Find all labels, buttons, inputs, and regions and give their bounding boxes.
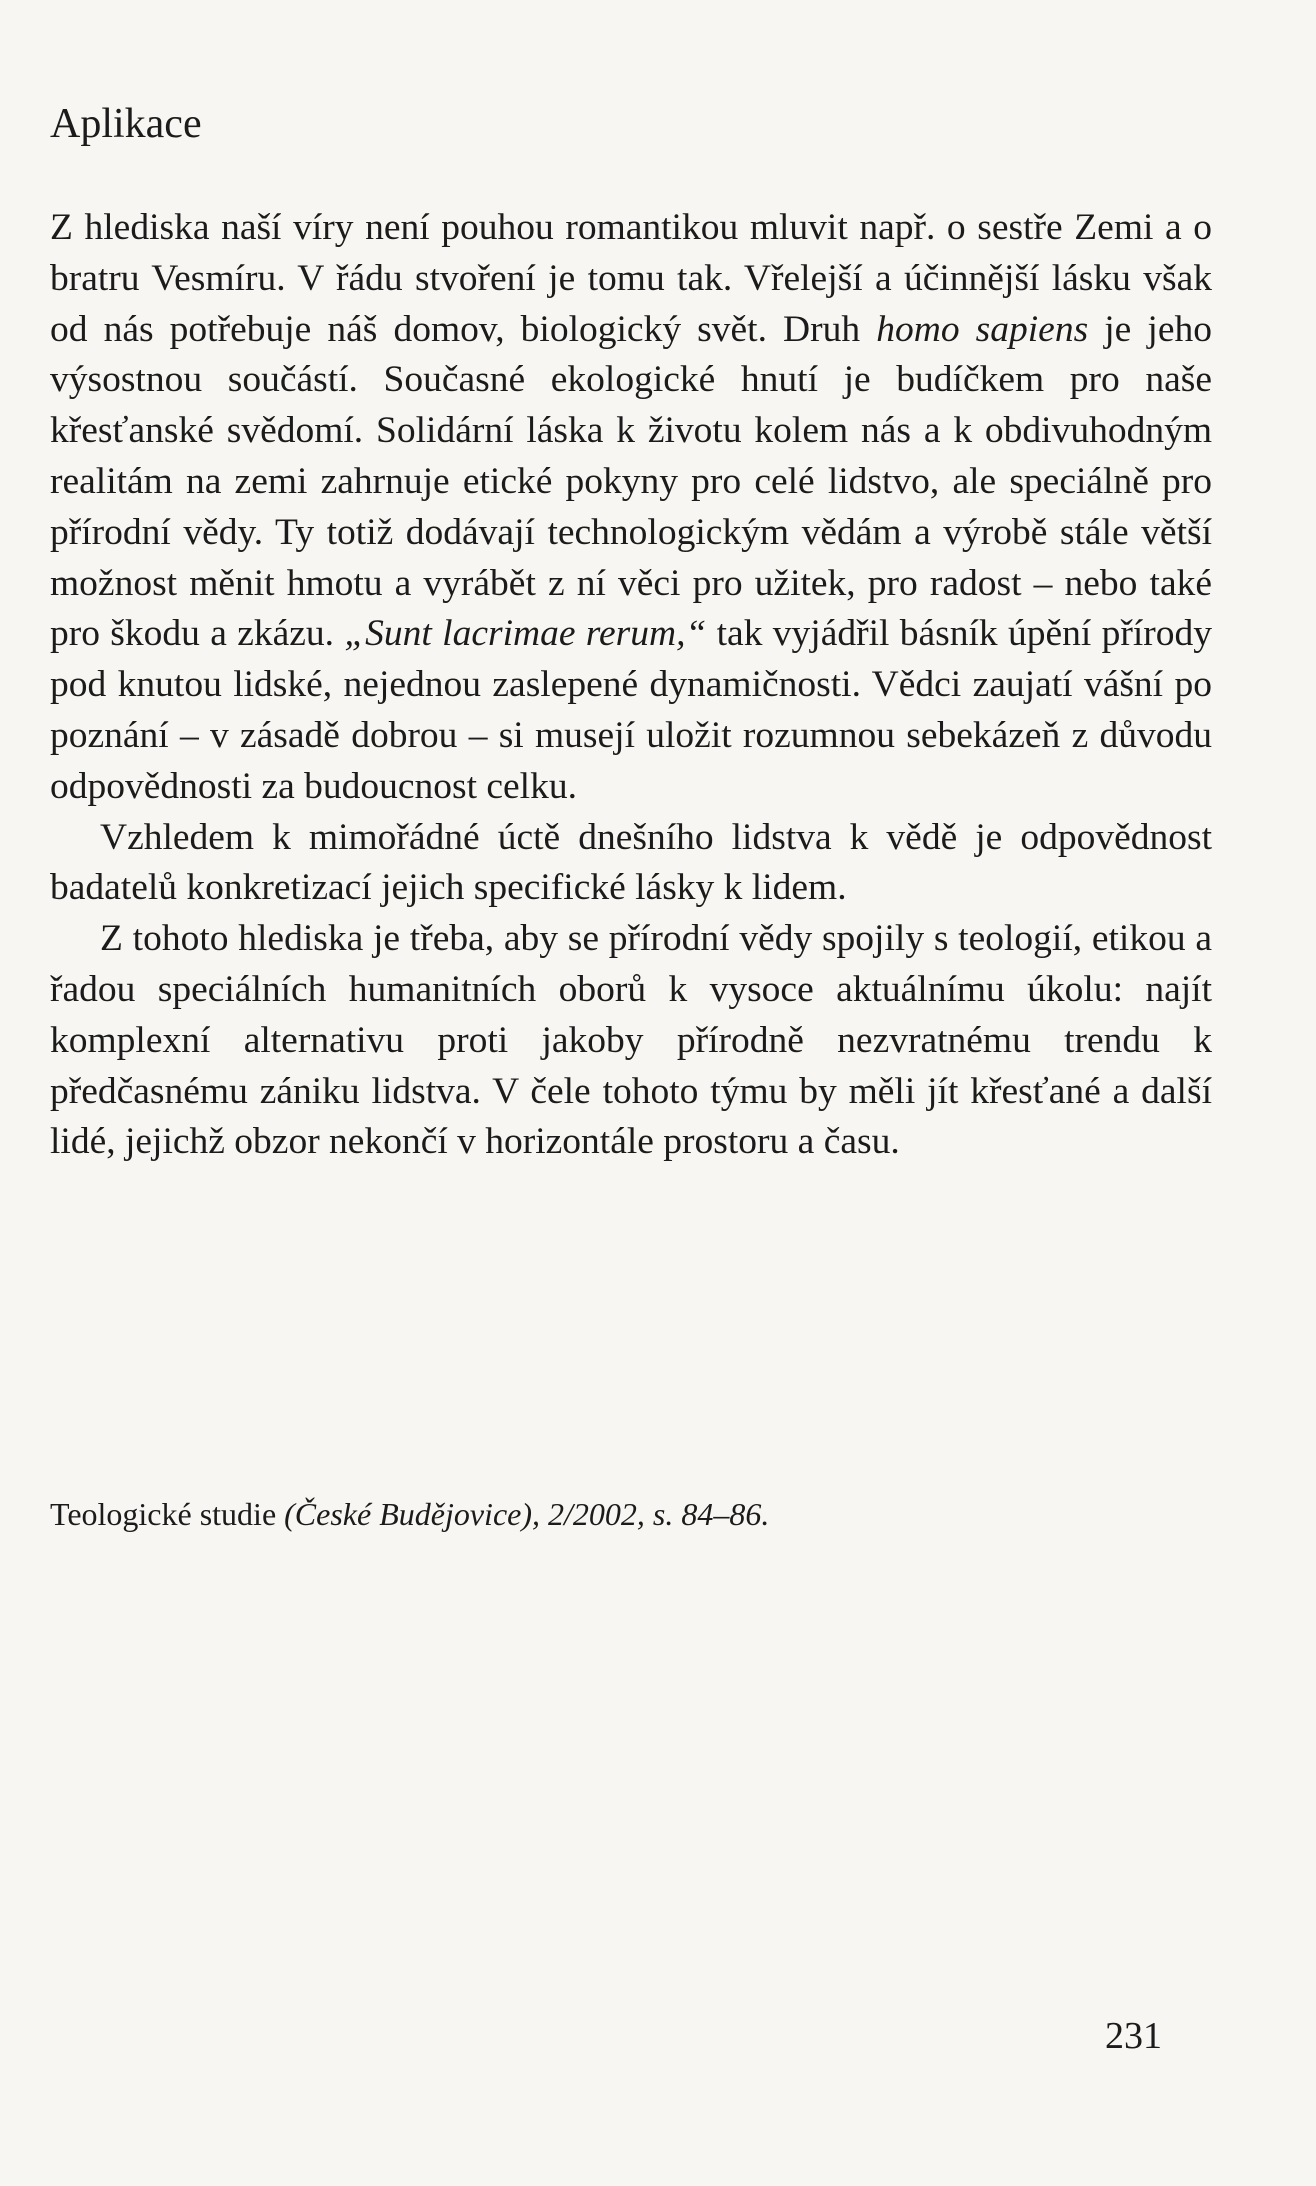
section-heading: Aplikace bbox=[50, 101, 202, 147]
source-journal: Teologické studie bbox=[50, 1496, 277, 1532]
paragraph-1-text-b: je jeho výsostnou součástí. Současné ekologické hnutí je budíčkem pro naše křesťanské svědomí. Solidární láska k životu kolem nás a k obdivuhodným realitám na zemi zahrnuje etické pokyny pro celé lidstvo, ale speciálně pro přírodní vědy. Ty totiž dodávají technologickým vědám a výrobě stále větší možnost měnit hmotu a vyrábět z ní věci pro užitek, pro radost – nebo také pro škodu a zkázu. bbox=[50, 308, 1212, 655]
source-citation bbox=[50, 1492, 769, 1536]
paragraph-1-italic-b: „Sunt lacrimae rerum,“ bbox=[344, 613, 707, 655]
body-text bbox=[50, 203, 1212, 1168]
page-number: 231 bbox=[1105, 2015, 1162, 2057]
paragraph-2: Vzhledem k mimořádné úctě dnešního lidstva k vědě je odpovědnost badatelů konkretizací jejich specifické lásky k lidem. bbox=[50, 816, 1212, 909]
paragraph-3: Z tohoto hlediska je třeba, aby se přírodní vědy spojily s teologií, etikou a řadou speciálních humanitních oborů k vysoce aktuálnímu úkolu: najít komplexní alternativu proti jakoby přírodně nezvratnému trendu k předčasnému zániku lidstva. V čele tohoto týmu by měli jít křesťané a další lidé, jejichž obzor nekončí v horizontále prostoru a času. bbox=[50, 918, 1212, 1163]
paragraph-1-text-c: tak vyjádřil básník úpění přírody pod knutou lidské, nejednou zaslepené dynamičnosti. Vědci zaujatí vášní po poznání – v zásadě dobrou – si musejí uložit rozumnou sebekázeň z důvodu odpovědnosti za budoucnost celku. bbox=[50, 613, 1212, 807]
paragraph-1-text-a: Z hlediska naší víry není pouhou romantikou mluvit např. o sestře Zemi a o bratru Vesmíru. V řádu stvoření je tomu tak. Vřelejší a účinnější lásku však od nás potřebuje náš domov, biologický svět. Druh bbox=[50, 207, 1212, 350]
paragraph-1-italic-a: homo sapiens bbox=[876, 308, 1089, 350]
paragraph-1 bbox=[50, 203, 1212, 813]
source-detail: (České Budějovice), 2/2002, s. 84–86. bbox=[284, 1496, 770, 1532]
